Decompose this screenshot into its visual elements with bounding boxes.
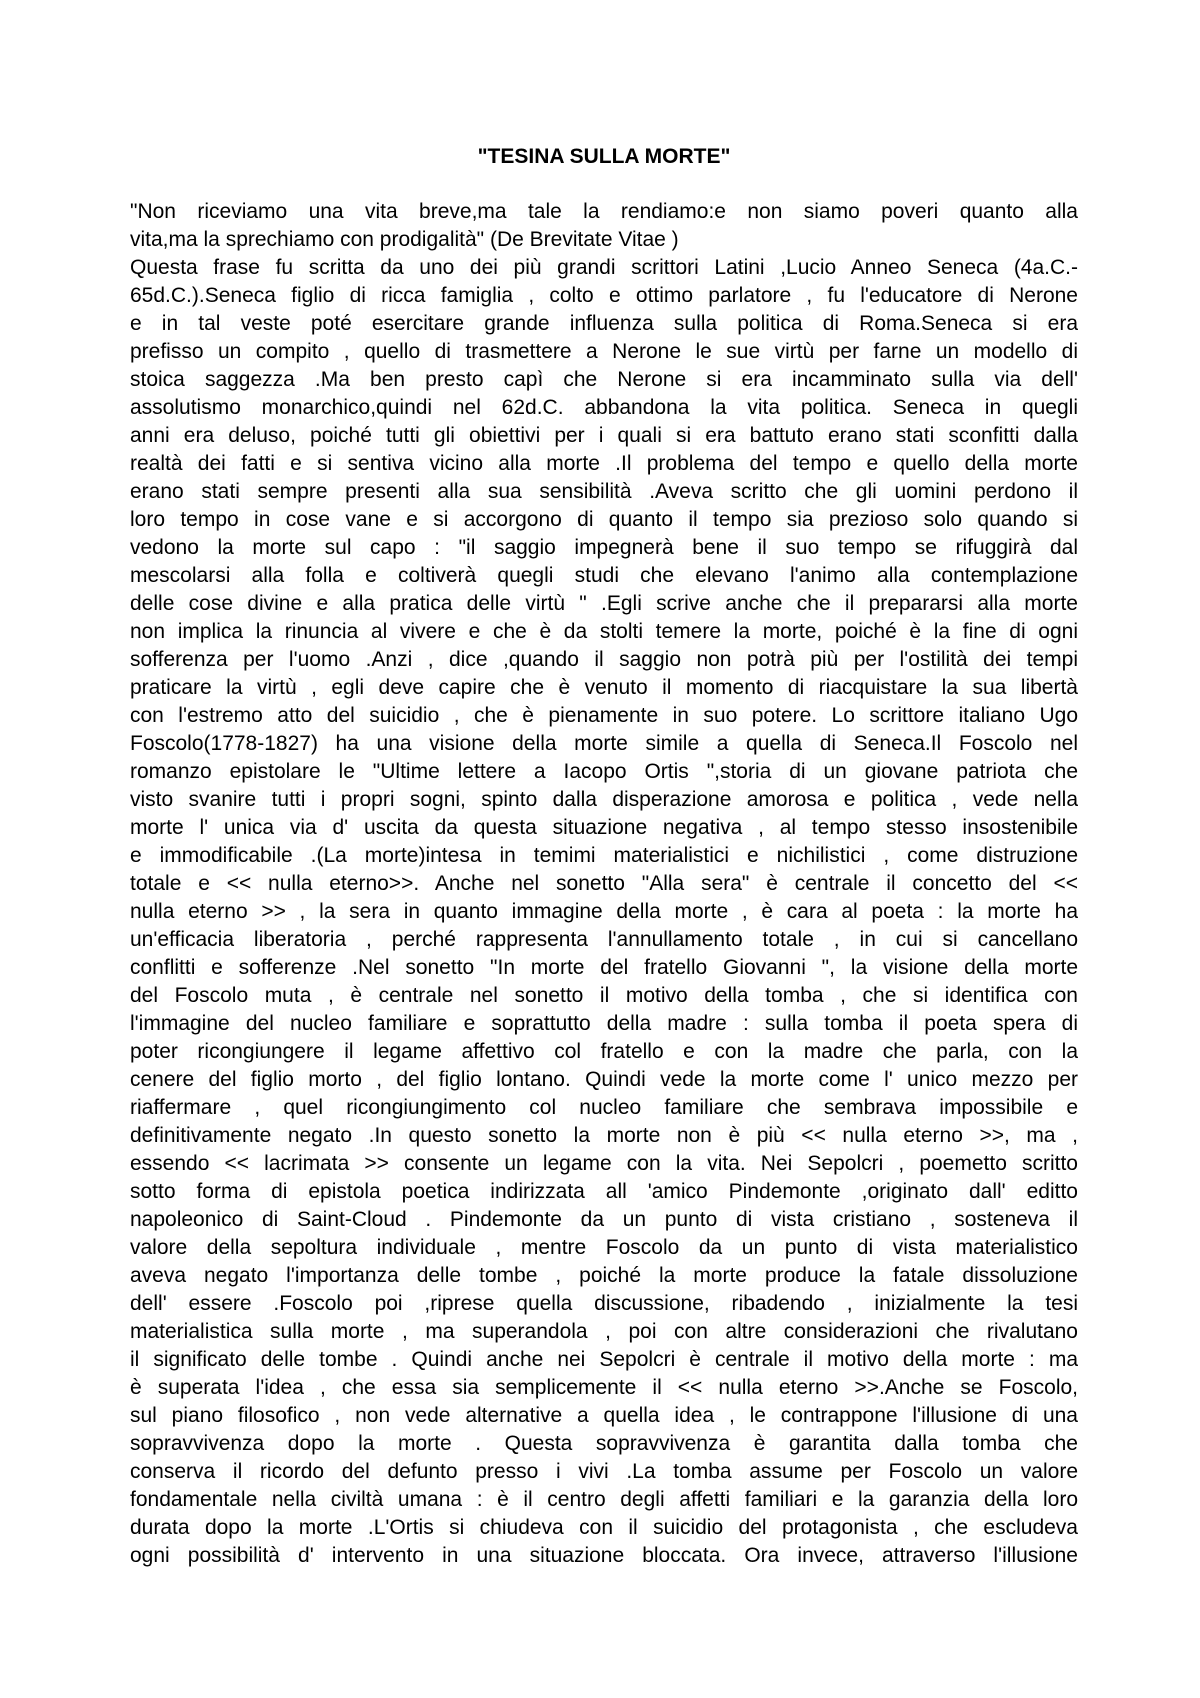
- body-line: visto svanire tutti i propri sogni, spinto dalla disperazione amorosa e politica , vede nella: [130, 788, 1078, 811]
- body-line: nulla eterno >> , la sera in quanto immagine della morte , è cara al poeta : la morte ha: [130, 900, 1078, 923]
- body-line: sotto forma di epistola poetica indirizzata all 'amico Pindemonte ,originato dall' editto: [130, 1180, 1078, 1203]
- body-line: riaffermare , quel ricongiungimento col nucleo familiare che sembrava impossibile e: [130, 1096, 1078, 1119]
- body-line: vita,ma la sprechiamo con prodigalità" (De Brevitate Vitae ): [130, 228, 679, 251]
- body-line: un'efficacia liberatoria , perché rappresenta l'annullamento totale , in cui si cancellano: [130, 928, 1078, 951]
- body-line: non implica la rinuncia al vivere e che è da stolti temere la morte, poiché è la fine di ogni: [130, 620, 1078, 643]
- body-line: praticare la virtù , egli deve capire che è venuto il momento di riacquistare la sua libertà: [130, 676, 1078, 699]
- body-line: e immodificabile .(La morte)intesa in temimi materialistici e nichilistici , come distruzione: [130, 844, 1078, 867]
- body-line: definitivamente negato .In questo sonetto la morte non è più << nulla eterno >>, ma ,: [130, 1124, 1078, 1147]
- body-line: con l'estremo atto del suicidio , che è pienamente in suo potere. Lo scrittore italiano Ugo: [130, 704, 1078, 727]
- body-line: morte l' unica via d' uscita da questa situazione negativa , al tempo stesso insostenibile: [130, 816, 1078, 839]
- body-line: totale e << nulla eterno>>. Anche nel sonetto "Alla sera" è centrale il concetto del <<: [130, 872, 1078, 895]
- body-line: ogni possibilità d' intervento in una situazione bloccata. Ora invece, attraverso l'illusione: [130, 1544, 1078, 1567]
- body-line: loro tempo in cose vane e si accorgono di quanto il tempo sia prezioso solo quando si: [130, 508, 1078, 531]
- body-line: napoleonico di Saint-Cloud . Pindemonte da un punto di vista cristiano , sosteneva il: [130, 1208, 1078, 1231]
- body-line: assolutismo monarchico,quindi nel 62d.C. abbandona la vita politica. Seneca in quegli: [130, 396, 1078, 419]
- body-line: dell' essere .Foscolo poi ,riprese quella discussione, ribadendo , inizialmente la tesi: [130, 1292, 1078, 1315]
- body-line: il significato delle tombe . Quindi anche nei Sepolcri è centrale il motivo della morte : ma: [130, 1348, 1078, 1371]
- body-line: anni era deluso, poiché tutti gli obiettivi per i quali si era battuto erano stati sconfitti dalla: [130, 424, 1078, 447]
- body-line: conflitti e sofferenze .Nel sonetto "In morte del fratello Giovanni ", la visione della morte: [130, 956, 1078, 979]
- body-line: aveva negato l'importanza delle tombe , poiché la morte produce la fatale dissoluzione: [130, 1264, 1078, 1287]
- body-line: materialistica sulla morte , ma superandola , poi con altre considerazioni che rivalutano: [130, 1320, 1078, 1343]
- body-line: romanzo epistolare le "Ultime lettere a Iacopo Ortis ",storia di un giovane patriota che: [130, 760, 1078, 783]
- body-line: realtà dei fatti e si sentiva vicino alla morte .Il problema del tempo e quello della morte: [130, 452, 1078, 475]
- body-line: è superata l'idea , che essa sia semplicemente il << nulla eterno >>.Anche se Foscolo,: [130, 1376, 1078, 1399]
- body-line: sul piano filosofico , non vede alternative a quella idea , le contrappone l'illusione di una: [130, 1404, 1078, 1427]
- body-line: delle cose divine e alla pratica delle virtù " .Egli scrive anche che il prepararsi alla morte: [130, 592, 1078, 615]
- body-line: del Foscolo muta , è centrale nel sonetto il motivo della tomba , che si identifica con: [130, 984, 1078, 1007]
- body-line: Questa frase fu scritta da uno dei più grandi scrittori Latini ,Lucio Anneo Seneca (4a.C.-: [130, 256, 1078, 279]
- body-line: "Non riceviamo una vita breve,ma tale la rendiamo:e non siamo poveri quanto alla: [130, 200, 1078, 223]
- body-line: vedono la morte sul capo : "il saggio impegnerà bene il suo tempo se rifuggirà dal: [130, 536, 1078, 559]
- body-line: 65d.C.).Seneca figlio di ricca famiglia , colto e ottimo parlatore , fu l'educatore di Nerone: [130, 284, 1078, 307]
- body-line: poter ricongiungere il legame affettivo col fratello e con la madre che parla, con la: [130, 1040, 1078, 1063]
- body-line: valore della sepoltura individuale , mentre Foscolo da un punto di vista materialistico: [130, 1236, 1078, 1259]
- body-line: cenere del figlio morto , del figlio lontano. Quindi vede la morte come l' unico mezzo per: [130, 1068, 1078, 1091]
- document-title: "TESINA SULLA MORTE": [477, 145, 731, 168]
- body-line: stoica saggezza .Ma ben presto capì che Nerone si era incamminato sulla via dell': [130, 368, 1078, 391]
- document-body: [130, 198, 1078, 1570]
- body-line: prefisso un compito , quello di trasmettere a Nerone le sue virtù per farne un modello di: [130, 340, 1078, 363]
- body-line: sopravvivenza dopo la morte . Questa sopravvivenza è garantita dalla tomba che: [130, 1432, 1078, 1455]
- body-line: fondamentale nella civiltà umana : è il centro degli affetti familiari e la garanzia della loro: [130, 1488, 1078, 1511]
- body-line: mescolarsi alla folla e coltiverà quegli studi che elevano l'animo alla contemplazione: [130, 564, 1078, 587]
- body-line: essendo << lacrimata >> consente un legame con la vita. Nei Sepolcri , poemetto scritto: [130, 1152, 1078, 1175]
- body-line: erano stati sempre presenti alla sua sensibilità .Aveva scritto che gli uomini perdono il: [130, 480, 1078, 503]
- body-line: e in tal veste poté esercitare grande influenza sulla politica di Roma.Seneca si era: [130, 312, 1078, 335]
- body-line: Foscolo(1778-1827) ha una visione della morte simile a quella di Seneca.Il Foscolo nel: [130, 732, 1078, 755]
- body-line: conserva il ricordo del defunto presso i vivi .La tomba assume per Foscolo un valore: [130, 1460, 1078, 1483]
- body-line: durata dopo la morte .L'Ortis si chiudeva con il suicidio del protagonista , che escludeva: [130, 1516, 1078, 1539]
- body-line: sofferenza per l'uomo .Anzi , dice ,quando il saggio non potrà più per l'ostilità dei tempi: [130, 648, 1078, 671]
- body-line: l'immagine del nucleo familiare e soprattutto della madre : sulla tomba il poeta spera di: [130, 1012, 1078, 1035]
